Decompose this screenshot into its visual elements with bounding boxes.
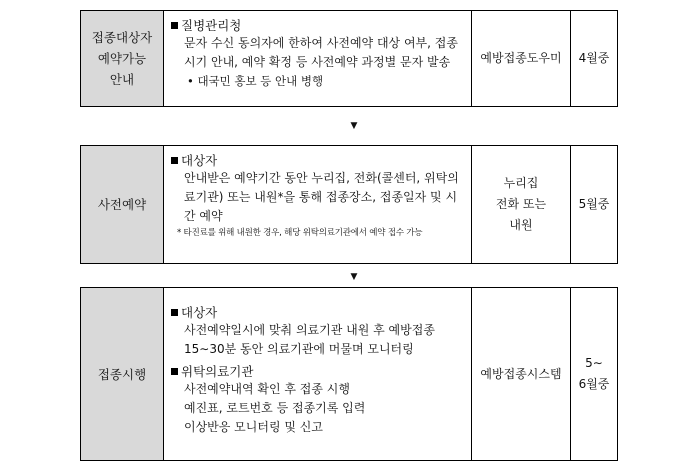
step-row-vaccination	[80, 287, 618, 461]
step-label-line: 접종대상자	[91, 30, 153, 45]
step-label	[81, 288, 164, 460]
period-line: 4월중	[578, 51, 610, 65]
method-line: 예방접종시스템	[480, 366, 562, 381]
square-bullet-icon	[171, 157, 178, 164]
step-description	[164, 288, 472, 460]
content-line: 이상반응 모니터링 및 신고	[184, 420, 323, 434]
method-line: 내원	[509, 218, 533, 232]
step-period	[571, 11, 617, 106]
step-label	[81, 11, 164, 106]
content-line: 간 예약	[184, 209, 223, 223]
period-line: 6월중	[578, 377, 610, 391]
step-row-notice	[80, 10, 618, 107]
method-line: 예방접종도우미	[480, 51, 562, 65]
step-description	[164, 146, 472, 263]
step-method	[472, 11, 571, 106]
step-description	[164, 11, 472, 106]
method-line: 누리집	[503, 176, 539, 190]
step-label	[81, 146, 164, 263]
step-label-line: 접종시행	[97, 366, 147, 382]
step-method	[472, 146, 571, 263]
step-period	[571, 146, 617, 263]
content-line: 시기 안내, 예약 확정 등 사전예약 과정별 문자 발송	[184, 55, 451, 69]
content-line: 사전예약내역 확인 후 접종 시행	[184, 382, 350, 396]
footnote: * 타진료를 위해 내원한 경우, 해당 위탁의료기관에서 예약 접수 가능	[177, 228, 423, 238]
step-label-line: 안내	[109, 72, 135, 87]
content-line: 료기관) 또는 내원*을 통해 접종장소, 접종일자 및 시	[184, 190, 458, 204]
bullet-line: • 대국민 홍보 등 안내 병행	[187, 74, 324, 88]
content-line: 예진표, 로트번호 등 접종기록 입력	[184, 401, 366, 415]
content-line: 문자 수신 동의자에 한하여 사전예약 대상 여부, 접종	[184, 36, 458, 50]
down-arrow-icon: ▼	[350, 272, 358, 282]
step-label-line: 사전예약	[97, 197, 147, 212]
period-line: 5월중	[578, 197, 610, 211]
content-line: 15∼30분 동안 의료기관에 머물며 모니터링	[184, 342, 414, 356]
section-title: 위탁의료기관	[171, 363, 435, 380]
step-label-line: 예약가능	[97, 51, 147, 66]
square-bullet-icon	[171, 309, 178, 316]
section-title: 질병관리청	[171, 17, 458, 34]
content-line: 사전예약일시에 맞춰 의료기관 내원 후 예방접종	[184, 323, 435, 337]
section-title: 대상자	[171, 152, 459, 169]
period-line: 5∼	[585, 356, 603, 370]
down-arrow-icon: ▼	[350, 121, 358, 131]
square-bullet-icon	[171, 368, 178, 375]
step-period	[571, 288, 617, 460]
square-bullet-icon	[171, 22, 178, 29]
content-line: 안내받은 예약기간 동안 누리집, 전화(콜센터, 위탁의	[184, 171, 459, 185]
step-row-reservation	[80, 145, 618, 264]
method-line: 전화 또는	[495, 197, 547, 211]
step-method	[472, 288, 571, 460]
section-title: 대상자	[171, 304, 435, 321]
